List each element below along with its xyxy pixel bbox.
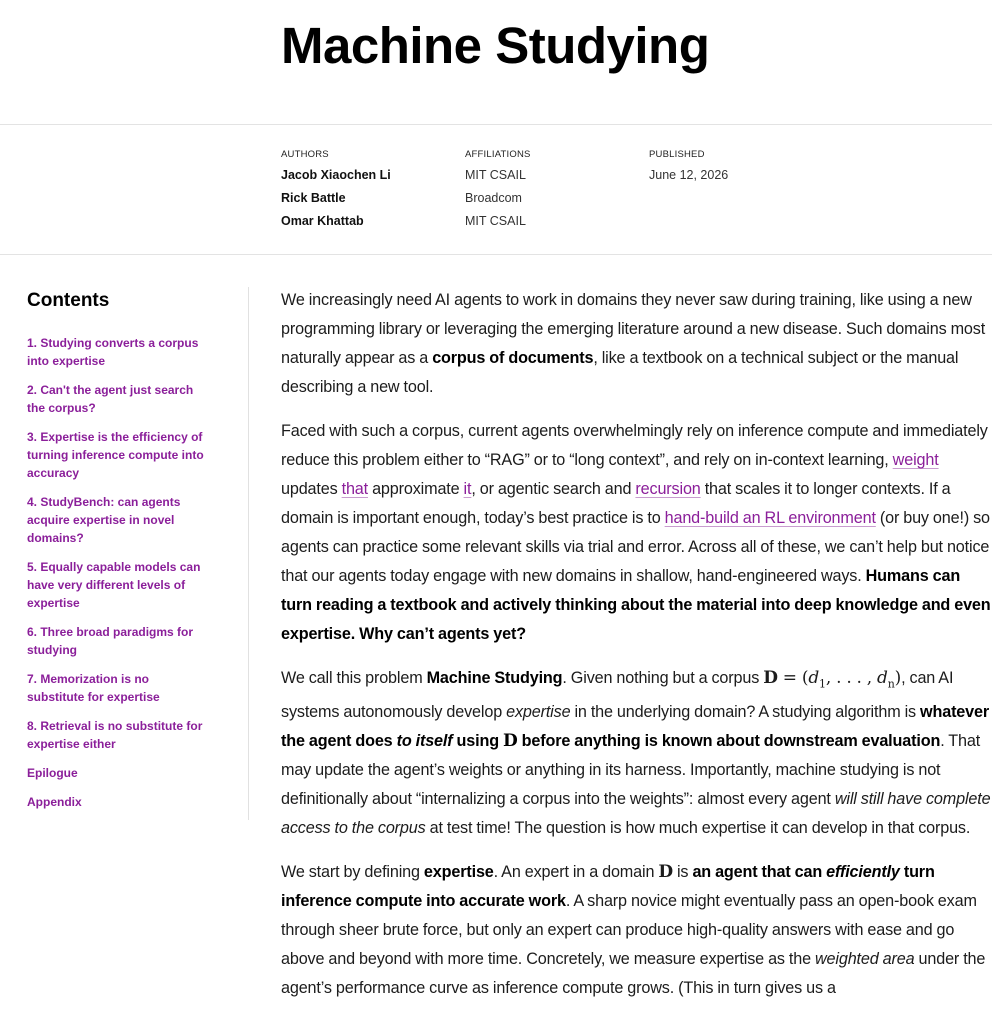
affiliation: MIT CSAIL	[465, 168, 526, 182]
link-rl-environment[interactable]: hand-build an RL environment	[664, 509, 876, 527]
text: is	[672, 863, 693, 882]
text: We start by defining	[281, 863, 424, 882]
text: We increasingly need AI agents to work in domains they never saw during training, like using a new programming library or leveraging the emerging literature around a new disease. Such domains most naturally appear as a	[281, 291, 986, 367]
text: that scales it to longer contexts. If a domain is important enough, today’s best practice is to	[281, 480, 951, 527]
text: turn inference compute into accurate work	[281, 863, 935, 911]
emphasis: corpus of documents	[432, 349, 594, 367]
text: Faced with such a corpus, current agents overwhelmingly rely on inference compute and immediately reduce this problem either to “RAG” or to “long context”, and rely on in-context learning,	[281, 422, 988, 469]
text: efficiently	[826, 863, 900, 882]
text: to itself	[396, 732, 453, 751]
math-symbol: = (	[777, 668, 809, 688]
link-weight[interactable]: weight	[892, 451, 939, 469]
emphasis: weighted area	[815, 950, 915, 969]
corpus-symbol	[503, 731, 518, 751]
toc-item-epilogue[interactable]: Epilogue	[27, 766, 78, 780]
corpus-formula	[763, 668, 902, 691]
math-symbol: , . . . ,	[825, 668, 877, 688]
table-of-contents	[27, 288, 205, 822]
link-recursion[interactable]: recursion	[635, 480, 701, 498]
text: We call this problem	[281, 669, 427, 687]
author-name: Rick Battle	[281, 191, 346, 205]
math-symbol: d	[876, 668, 888, 688]
published-label: PUBLISHED	[649, 149, 705, 160]
affiliations-column	[465, 148, 531, 233]
text: an agent that can	[692, 863, 827, 882]
toc-item-three-paradigms[interactable]: 6. Three broad paradigms for studying	[27, 625, 194, 657]
text: , can AI systems autonomously develop	[281, 669, 954, 722]
emphasis: expertise	[506, 703, 571, 722]
math-symbol: D	[763, 668, 778, 688]
toc-item-studying-converts[interactable]: 1. Studying converts a corpus into expertise	[27, 336, 199, 368]
math-symbol: D	[503, 731, 518, 752]
text: (or buy one!) so agents can practice some relevant skills via trial and error. Across all of these, we can’t help but notice that our agents today engage with new domains in shallow, hand-engineered ways.	[281, 509, 990, 585]
text: . An expert in a domain	[493, 863, 659, 882]
math-symbol: d	[808, 668, 820, 688]
text: . That may update the agent’s weights or anything in its harness. Importantly, machine studying is not definitionally about “internalizing a corpus into the weights”: almost every agent	[281, 732, 981, 809]
published-date: June 12, 2026	[649, 168, 729, 182]
toc-item-appendix[interactable]: Appendix	[27, 795, 82, 809]
paragraph-machine-studying	[281, 664, 992, 843]
affiliations-label: AFFILIATIONS	[465, 149, 531, 160]
article-body	[281, 286, 992, 1018]
link-it[interactable]: it	[463, 480, 472, 498]
author-name: Jacob Xiaochen Li	[281, 168, 391, 182]
affiliation: Broadcom	[465, 191, 522, 205]
math-subscript: n	[887, 677, 895, 691]
toc-title: Contents	[27, 290, 110, 311]
text: updates	[281, 480, 342, 498]
term: expertise	[423, 863, 494, 882]
text: . Given nothing but a corpus	[562, 669, 764, 687]
text: , like a textbook on a technical subject or the manual describing a new tool.	[281, 349, 959, 396]
text: under the agent’s performance curve as inference compute grows. (This in turn gives us a	[281, 950, 986, 998]
authors-label: AUTHORS	[281, 149, 329, 160]
toc-item-retrieval[interactable]: 8. Retrieval is no substitute for expertise either	[27, 719, 203, 751]
text: at test time! The question is how much expertise it can develop in that corpus.	[425, 819, 971, 838]
link-that[interactable]: that	[341, 480, 369, 498]
text: in the underlying domain? A studying algorithm is	[570, 703, 921, 722]
text: . A sharp novice might eventually pass an open-book exam through sheer brute force, but only an expert can produce high-quality answers with ease and go above and beyond with more time. Concretely, we measure expertise as the	[281, 892, 977, 969]
math-symbol: )	[894, 668, 902, 688]
emphasis: will still have complete access to the corpus	[281, 790, 991, 838]
text: , or agentic search and	[471, 480, 636, 498]
toc-item-studybench[interactable]: 4. StudyBench: can agents acquire expertise in novel domains?	[27, 495, 181, 545]
header-divider	[0, 124, 992, 125]
authors-column	[281, 148, 391, 233]
text: before anything is known about downstream evaluation	[517, 732, 941, 751]
text: whatever the agent does	[281, 703, 990, 751]
toc-item-memorization[interactable]: 7. Memorization is no substitute for expertise	[27, 672, 160, 704]
term: Machine Studying	[426, 669, 563, 687]
emphasis: Humans can turn reading a textbook and actively thinking about the material into deep knowledge and even expertise. Why can’t agents yet?	[281, 567, 991, 643]
math-subscript: 1	[819, 677, 826, 691]
author-name: Omar Khattab	[281, 214, 364, 228]
page-title: Machine Studying	[281, 17, 710, 74]
math-symbol: D	[658, 862, 673, 883]
toc-item-equally-capable[interactable]: 5. Equally capable models can have very different levels of expertise	[27, 560, 201, 610]
toc-divider	[248, 287, 249, 820]
toc-item-expertise-efficiency[interactable]: 3. Expertise is the efficiency of turning inference compute into accuracy	[27, 430, 204, 480]
meta-divider	[0, 254, 992, 255]
paragraph-expertise	[281, 858, 992, 1003]
affiliation: MIT CSAIL	[465, 214, 526, 228]
paragraph-current-agents	[281, 417, 992, 649]
published-column	[649, 148, 728, 187]
paragraph-intro	[281, 286, 992, 402]
text: approximate	[368, 480, 464, 498]
corpus-symbol	[658, 862, 673, 882]
toc-item-search-corpus[interactable]: 2. Can't the agent just search the corpus?	[27, 383, 194, 415]
text: using	[452, 732, 504, 751]
